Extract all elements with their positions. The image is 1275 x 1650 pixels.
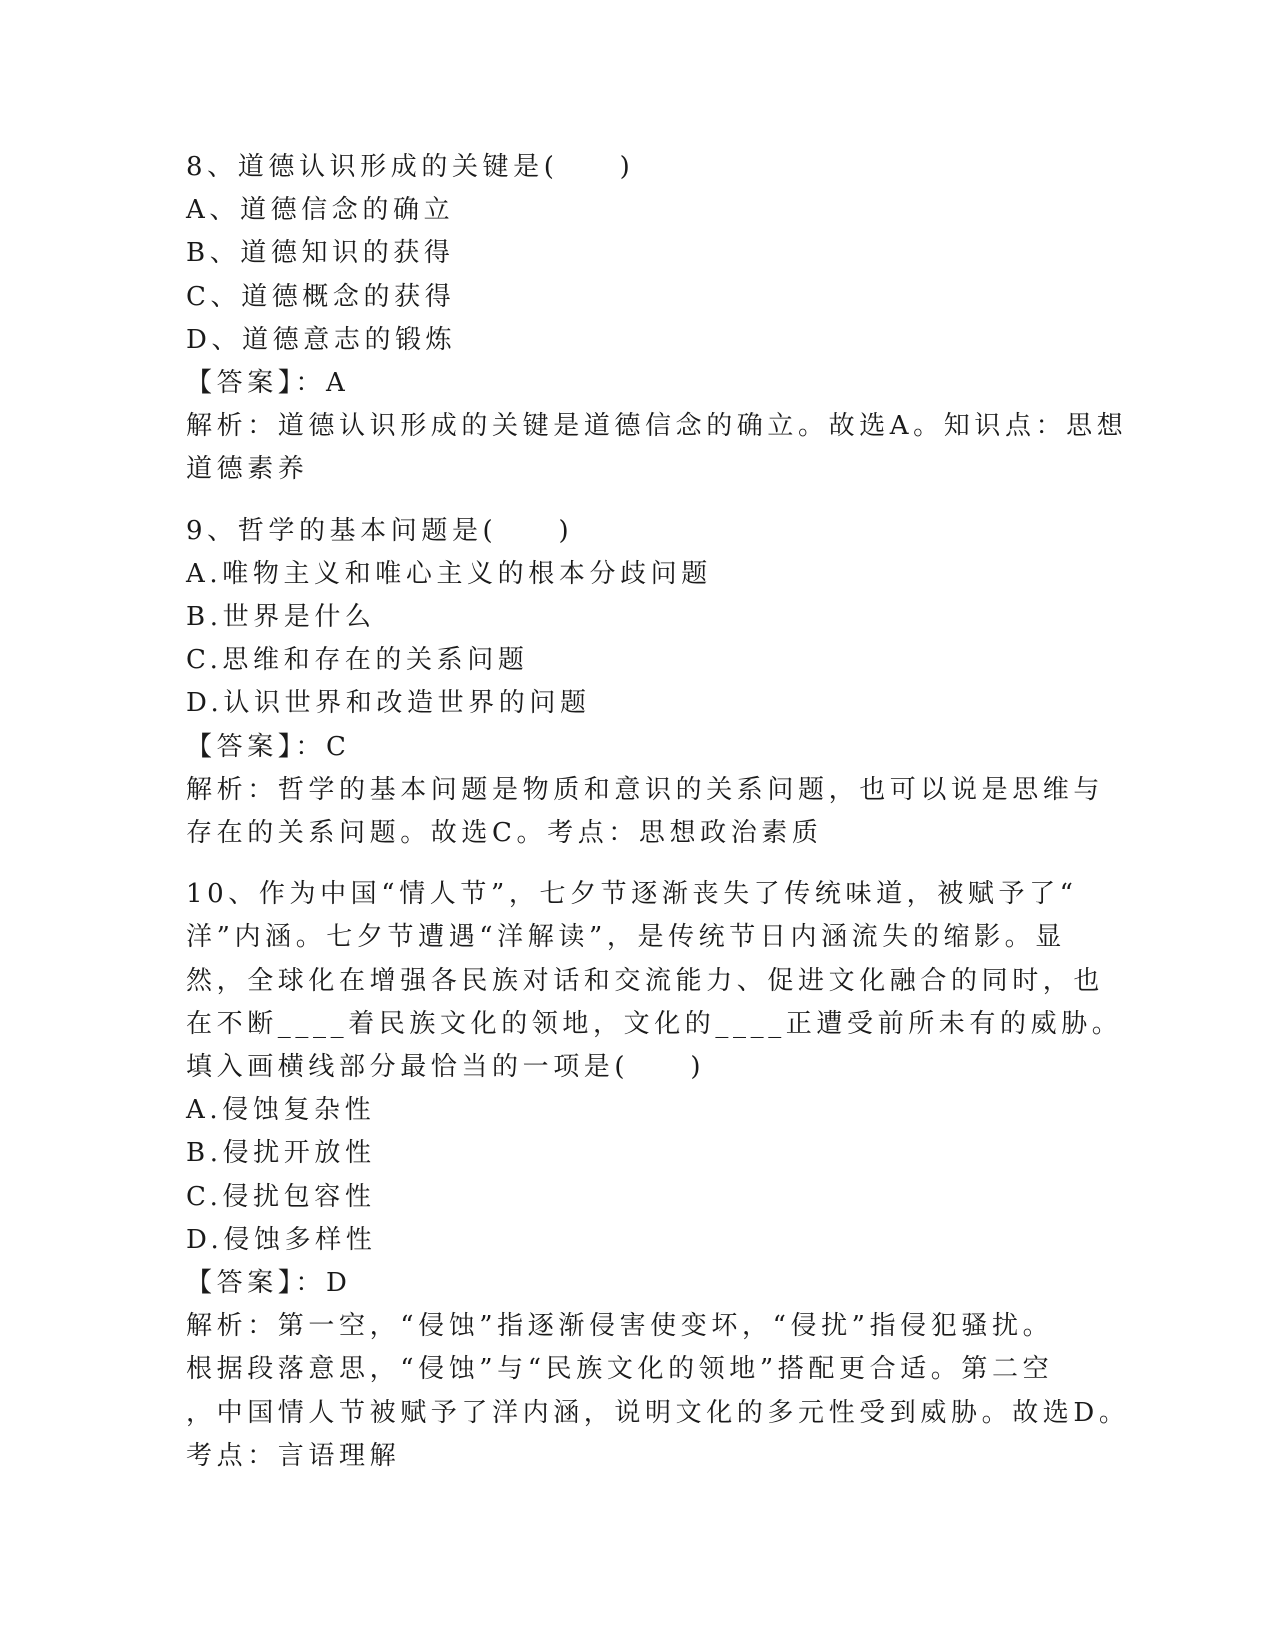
analysis-line: 存在的关系问题。故选C。考点：思想政治素质 [186,818,823,849]
question-spacer [186,492,1086,510]
question-9 [186,510,1105,856]
analysis-line: 解析：道德认识形成的关键是道德信念的确立。故选A。知识点：思想 [186,411,1128,442]
question-stem: 10、作为中国“情人节”，七夕节逐渐丧失了传统味道，被赋予了“ [186,879,1078,910]
option-d: D、道德意志的锻炼 [186,324,457,355]
option-d: D.认识世界和改造世界的问题 [186,688,591,719]
option-a: A、道德信念的确立 [186,195,455,226]
question-stem: 填入画横线部分最恰当的一项是( ) [186,1052,706,1083]
analysis-line: 解析：哲学的基本问题是物质和意识的关系问题，也可以说是思维与 [186,774,1105,805]
question-stem: 9、哲学的基本问题是( ) [186,515,574,546]
answer: 【答案】：C [186,731,351,762]
question-stem: 8、道德认识形成的关键是( ) [186,152,635,182]
option-d: D.侵蚀多样性 [186,1224,377,1255]
option-a: A.侵蚀复杂性 [186,1095,376,1126]
question-spacer [186,855,1086,873]
analysis-line: 解析：第一空，“侵蚀”指逐渐侵害使变坏，“侵扰”指侵犯骚扰。 [186,1311,1054,1342]
option-c: C、道德概念的获得 [186,281,456,312]
analysis-line: ，中国情人节被赋予了洋内涵，说明文化的多元性受到威胁。故选D。 [186,1397,1130,1428]
option-b: B.侵扰开放性 [186,1138,376,1169]
option-c: C.侵扰包容性 [186,1181,376,1212]
question-10 [186,873,1130,1478]
analysis-line: 根据段落意思，“侵蚀”与“民族文化的领地”搭配更合适。第二空 [186,1354,1054,1385]
option-b: B、道德知识的获得 [186,238,455,269]
document-page [186,146,1130,1478]
question-stem: 然，全球化在增强各民族对话和交流能力、促进文化融合的同时，也 [186,965,1105,996]
answer: 【答案】：D [186,1268,352,1299]
analysis-line: 道德素养 [186,454,309,485]
question-8 [186,146,1128,492]
question-stem: 洋”内涵。七夕节遭遇“洋解读”，是传统节日内涵流失的缩影。显 [186,922,1066,953]
analysis-line: 考点：言语理解 [186,1440,401,1471]
option-b: B.世界是什么 [186,602,376,633]
question-stem: 在不断____着民族文化的领地，文化的____正遭受前所未有的威胁。 [186,1008,1123,1039]
option-a: A.唯物主义和唯心主义的根本分歧问题 [186,558,712,589]
option-c: C.思维和存在的关系问题 [186,645,529,676]
answer: 【答案】：A [186,368,350,399]
